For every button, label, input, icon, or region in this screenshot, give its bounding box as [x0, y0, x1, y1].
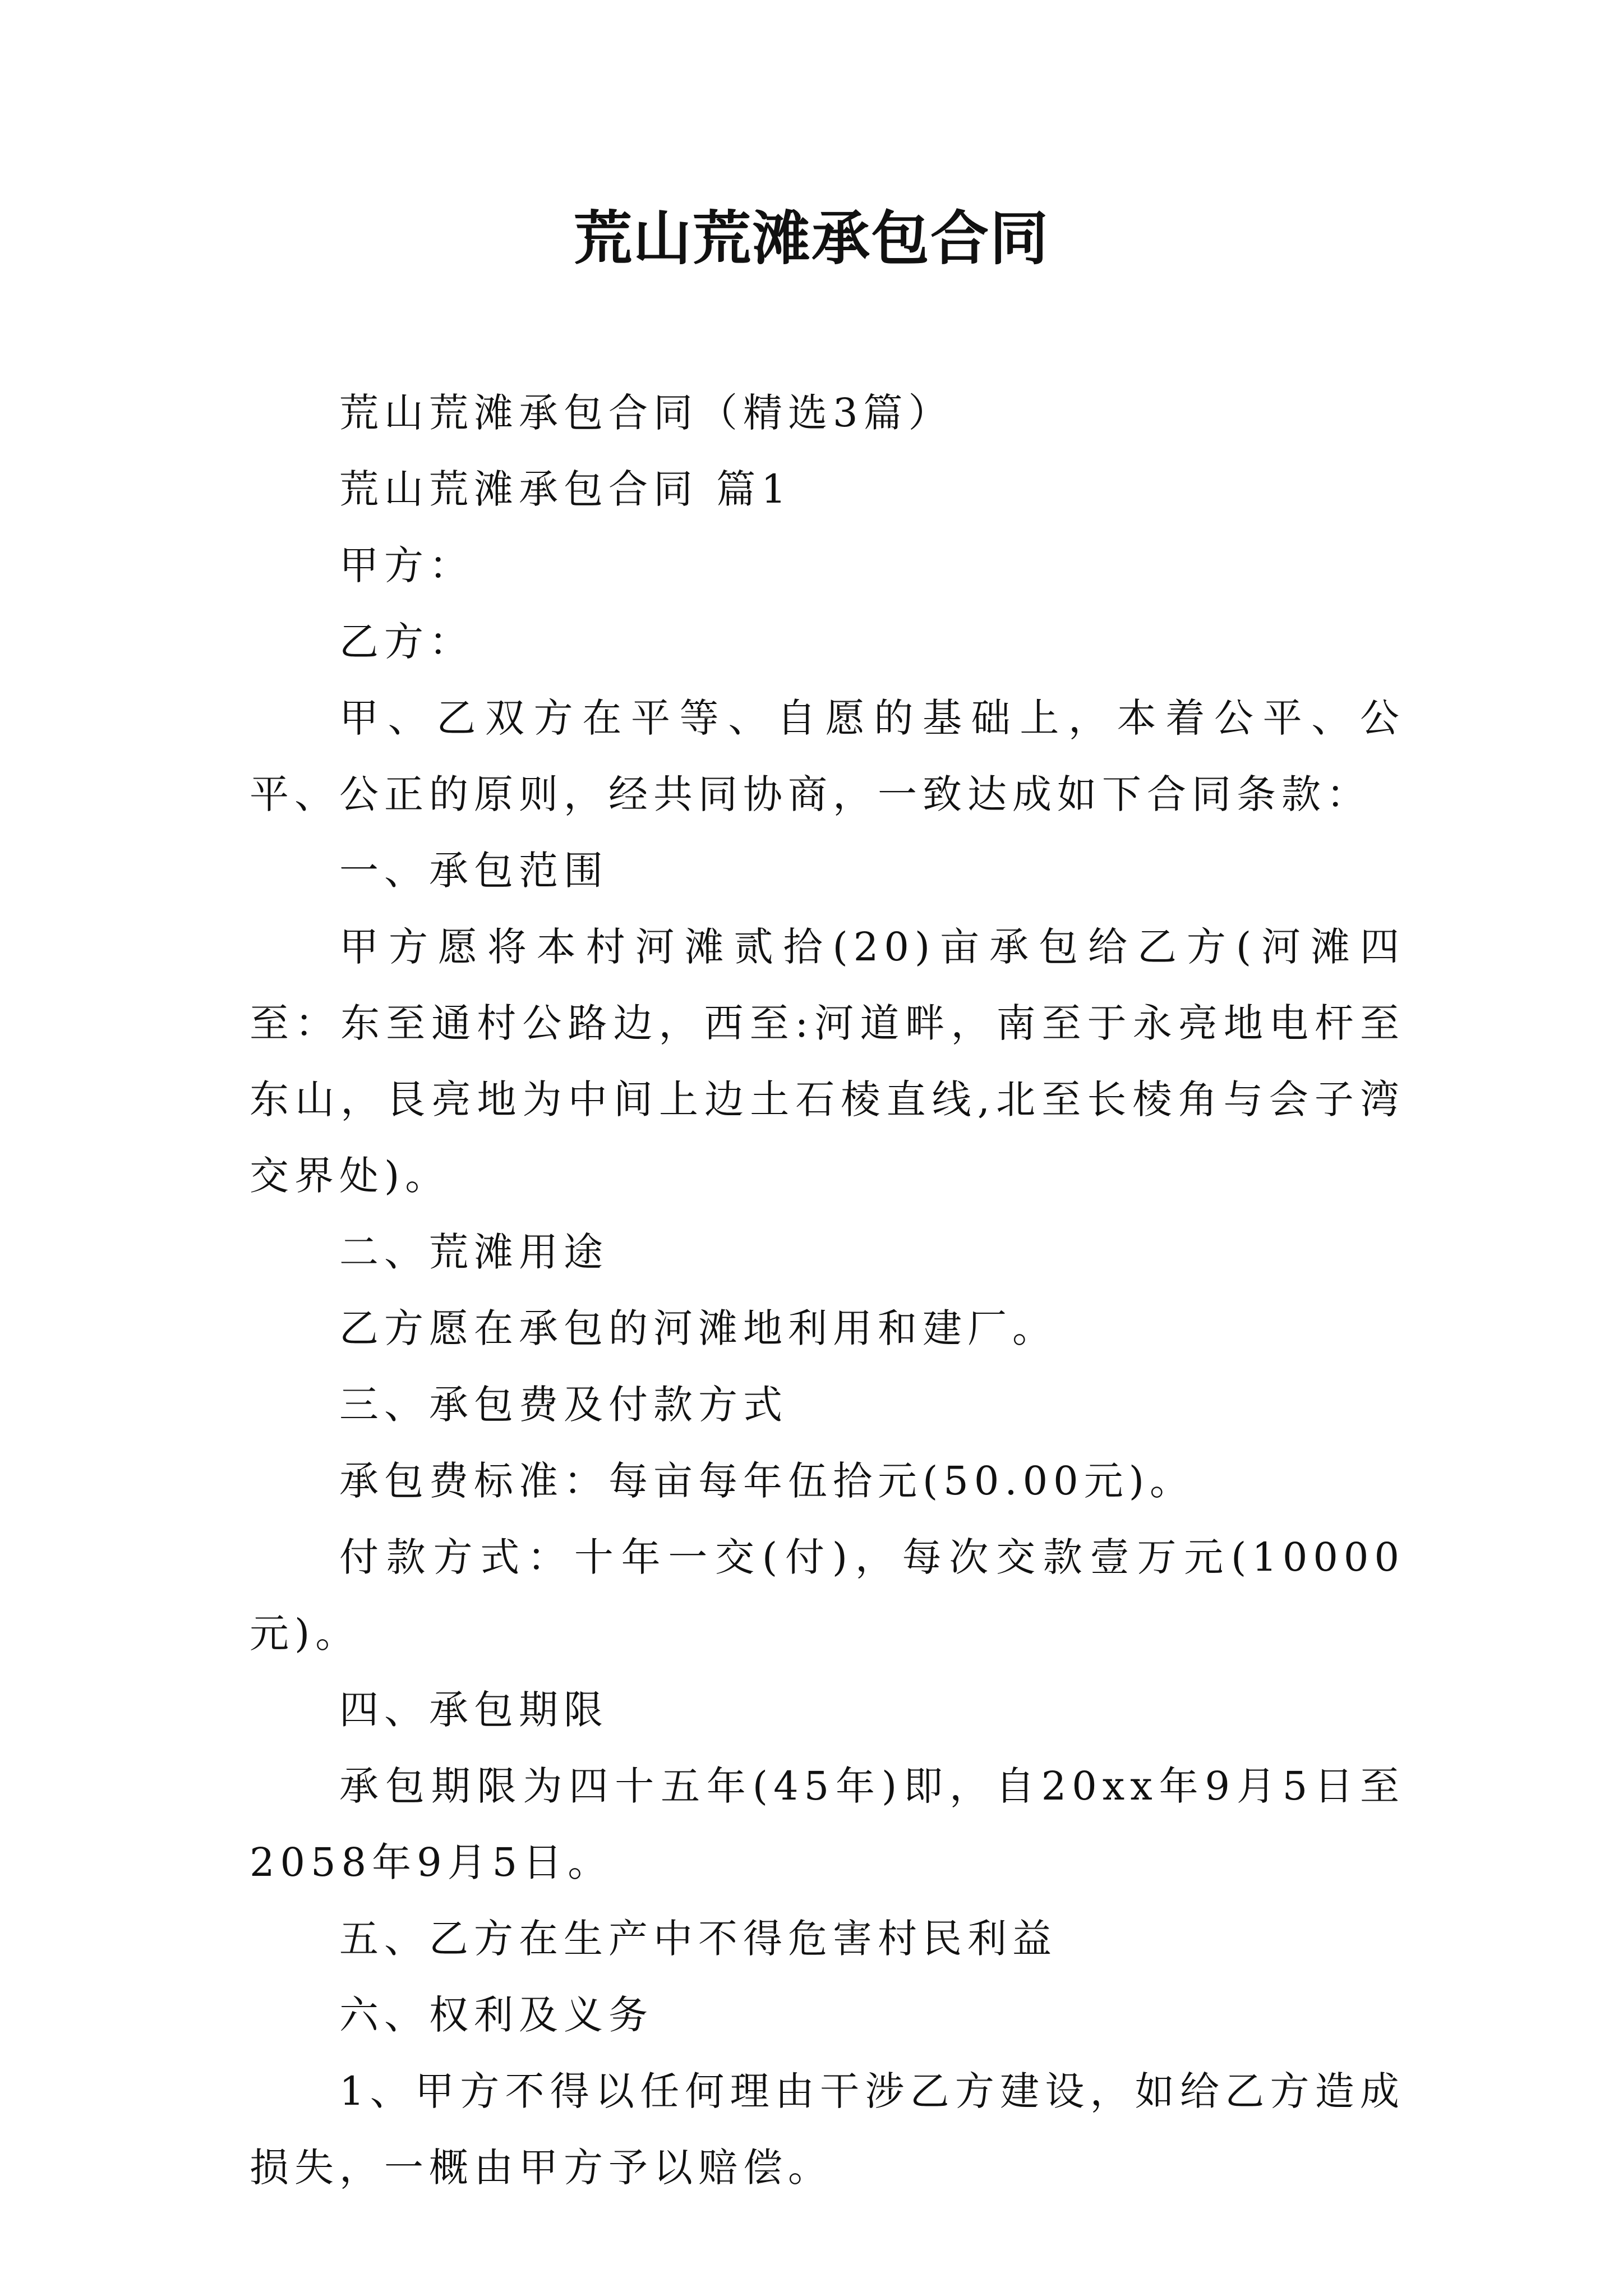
clause-body-3a: 承包费标准：每亩每年伍拾元(50.00元)。 [339, 1458, 1195, 1504]
preamble-paragraph: 甲、乙双方在平等、自愿的基础上，本着公平、公平、公正的原则，经共同协商，一致达成如下合同条款： [250, 695, 1405, 817]
clause-heading-1: 一、承包范围 [339, 848, 608, 894]
clause-heading-6: 六、权利及义务 [339, 1992, 653, 2038]
clause-heading-4: 四、承包期限 [339, 1687, 608, 1733]
clause-heading-3: 三、承包费及付款方式 [339, 1382, 788, 1428]
document-title: 荒山荒滩承包合同 [573, 204, 1049, 273]
document-body [250, 375, 1405, 2206]
section-heading-paragraph: 荒山荒滩承包合同 篇1 [339, 466, 792, 512]
clause-heading-5: 五、乙方在生产中不得危害村民利益 [339, 1916, 1057, 1962]
party-a-line: 甲方： [339, 542, 474, 588]
clause-body-6-1: 1、甲方不得以任何理由干涉乙方建设，如给乙方造成损失，一概由甲方予以赔偿。 [250, 2068, 1405, 2191]
clause-body-2: 乙方愿在承包的河滩地利用和建厂。 [339, 1305, 1057, 1351]
subtitle-paragraph: 荒山荒滩承包合同（精选3篇） [339, 390, 953, 436]
clause-heading-2: 二、荒滩用途 [339, 1229, 608, 1275]
party-b-line: 乙方： [339, 619, 474, 665]
clause-body-3b: 付款方式：十年一交(付)，每次交款壹万元(10000元)。 [250, 1534, 1405, 1657]
clause-body-4: 承包期限为四十五年(45年)即，自20xx年9月5日至2058年9月5日。 [250, 1763, 1405, 1885]
clause-body-1: 甲方愿将本村河滩贰拾(20)亩承包给乙方(河滩四至：东至通村公路边，西至:河道畔，南至于永亮地电杆至东山，艮亮地为中间上边土石棱直线,北至长棱角与会子湾交界处)。 [250, 924, 1405, 1199]
